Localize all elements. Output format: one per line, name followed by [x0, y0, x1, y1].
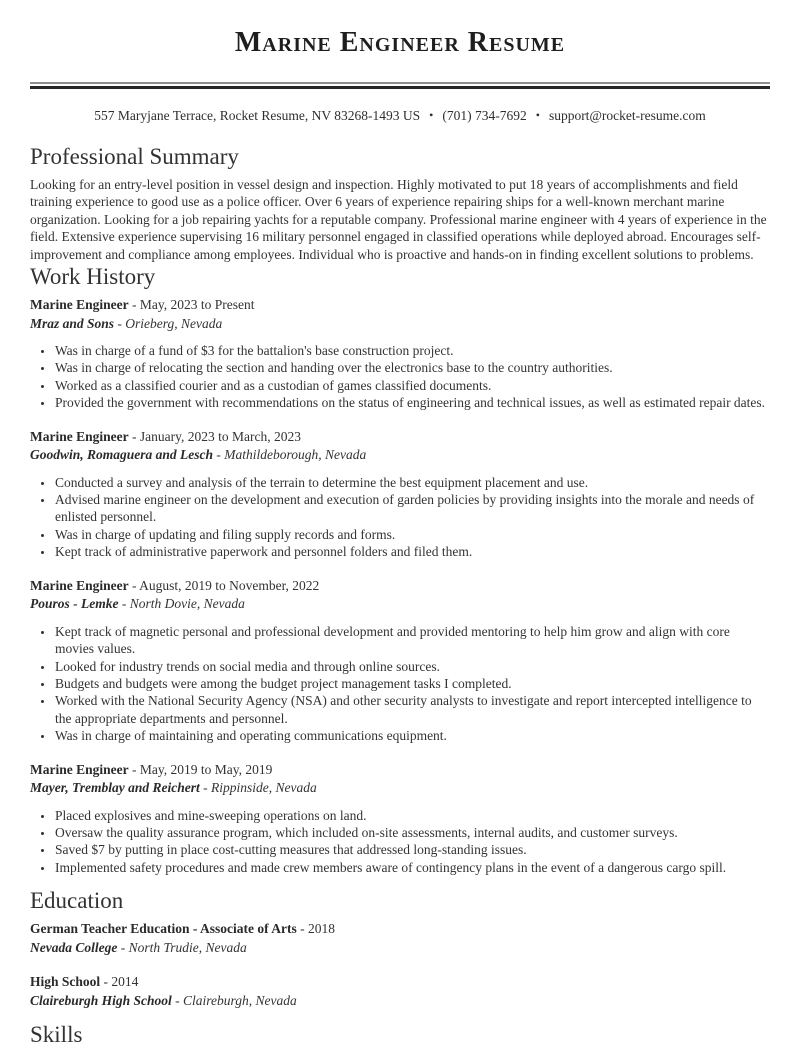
job-entry: [30, 577, 770, 745]
job-bullet: • Was in charge of maintaining and operating communications equipment.: [54, 727, 770, 744]
job-location: - Rippinside, Nevada: [199, 780, 317, 796]
job-bullet: • Implemented safety procedures and made crew members aware of contingency plans in the event of a dangerous cargo spill.: [54, 859, 770, 876]
job-company-line: [30, 446, 770, 465]
job-location: - North Dovie, Nevada: [118, 596, 245, 612]
education-degree: German Teacher Education - Associate of Arts: [30, 921, 297, 937]
job-bullet: • Looked for industry trends on social media and through online sources.: [54, 658, 770, 675]
education-school: Claireburgh High School: [30, 992, 172, 1008]
job-bullet: • Was in charge of a fund of $3 for the battalion's base construction project.: [54, 342, 770, 359]
job-dates: - January, 2023 to March, 2023: [128, 428, 301, 444]
job-bullet: • Saved $7 by putting in place cost-cutting measures that addressed long-standing issues.: [54, 841, 770, 858]
job-bullet: • Budgets and budgets were among the budget project management tasks I completed.: [54, 675, 770, 692]
job-title: Marine Engineer: [30, 577, 129, 593]
job-company: Goodwin, Romaguera and Lesch: [30, 447, 214, 463]
education-degree-line: [30, 920, 770, 939]
education-school-line: [30, 939, 770, 958]
job-bullet: • Worked as a classified courier and as a custodian of games classified documents.: [54, 377, 770, 394]
job-company-line: [30, 595, 770, 614]
job-location: - Mathildeborough, Nevada: [213, 447, 367, 463]
job-bullet-list: [30, 623, 770, 745]
education-school: Nevada College: [30, 939, 118, 955]
resume-page: [0, 26, 800, 1049]
job-dates: - May, 2019 to May, 2019: [128, 761, 273, 777]
resume-title: Marine Engineer Resume: [234, 27, 566, 58]
job-title-line: [30, 428, 770, 447]
contact-phone: (701) 734-7692: [442, 108, 527, 123]
job-company: Mayer, Tremblay and Reichert: [30, 780, 200, 796]
job-location: - Orieberg, Nevada: [114, 315, 223, 331]
contact-address: 557 Maryjane Terrace, Rocket Resume, NV 83268-1493 US: [94, 108, 421, 123]
job-bullet: • Provided the government with recommendations on the status of engineering and technical issues, as well as estimated repair dates.: [54, 394, 770, 411]
education-location: - North Trudie, Nevada: [117, 939, 247, 955]
education-school-line: [30, 992, 770, 1011]
header-divider: [30, 82, 770, 89]
contact-line: [30, 107, 770, 125]
job-bullet: • Worked with the National Security Agency (NSA) and other security analysts to investigate and report intercepted intelligence to the appropriate departments and personnel.: [54, 692, 770, 727]
section-heading-work-history: Work History: [30, 264, 156, 290]
contact-email: support@rocket-resume.com: [548, 108, 706, 123]
job-title-line: [30, 761, 770, 780]
education-degree-line: [30, 973, 770, 992]
job-company: Mraz and Sons: [30, 315, 115, 331]
job-bullet: • Conducted a survey and analysis of the terrain to determine the best equipment placement and use.: [54, 474, 770, 491]
job-title-line: [30, 577, 770, 596]
job-title-line: [30, 296, 770, 315]
job-company-line: [30, 315, 770, 334]
education-entry: [30, 920, 770, 957]
education-degree: High School: [30, 974, 101, 990]
contact-separator-icon: •: [535, 108, 540, 122]
section-heading-professional-summary: Professional Summary: [30, 144, 239, 169]
summary-text: Looking for an entry-level position in vessel design and inspection. Highly motivated to put 18 years of accomplishments and field training experience to good use as a police officer. Over 6 years of experience repairing ships for a well-known merchant marine organization. Looking for a job repairing yachts for a reputable company. Professional marine engineer with 4 years of experience in the field. Extensive experience supervising 16 military personnel engaged in classified operations while deployed abroad. Encourages self-improvement and compliance among employees. Individual who is proactive and hands-on in finding excellent solutions to problems.: [30, 177, 767, 262]
job-dates: - May, 2023 to Present: [128, 297, 255, 313]
job-bullet-list: [30, 807, 770, 877]
job-entry: [30, 296, 770, 412]
job-bullet: • Advised marine engineer on the development and execution of garden policies by providing insights into the morale and needs of enlisted personnel.: [54, 491, 770, 526]
job-company: Pouros - Lemke: [30, 596, 119, 612]
job-title: Marine Engineer: [30, 297, 129, 313]
job-bullet: • Oversaw the quality assurance program, which included on-site assessments, internal audits, and customer surveys.: [54, 824, 770, 841]
education-year: - 2014: [100, 974, 139, 990]
education-location: - Claireburgh, Nevada: [171, 992, 297, 1008]
job-entry: [30, 761, 770, 877]
job-title: Marine Engineer: [30, 761, 129, 777]
job-entry: [30, 428, 770, 561]
job-dates: - August, 2019 to November, 2022: [128, 577, 320, 593]
contact-separator-icon: •: [429, 108, 434, 122]
job-bullet: • Was in charge of updating and filing supply records and forms.: [54, 526, 770, 543]
section-heading-education: Education: [30, 888, 124, 914]
job-bullet-list: [30, 474, 770, 561]
job-company-line: [30, 779, 770, 798]
job-bullet: • Placed explosives and mine-sweeping operations on land.: [54, 807, 770, 824]
job-bullet: • Kept track of magnetic personal and professional development and provided mentoring to help him grow and align with core movies values.: [54, 623, 770, 658]
job-bullet-list: [30, 342, 770, 412]
education-year: - 2018: [296, 921, 335, 937]
education-entry: [30, 973, 770, 1010]
job-bullet: • Was in charge of relocating the section and handing over the electronics base to the country authorities.: [54, 359, 770, 376]
section-heading-skills: Skills: [30, 1022, 83, 1048]
job-bullet: • Kept track of administrative paperwork and personnel folders and filed them.: [54, 543, 770, 560]
job-title: Marine Engineer: [30, 428, 129, 444]
